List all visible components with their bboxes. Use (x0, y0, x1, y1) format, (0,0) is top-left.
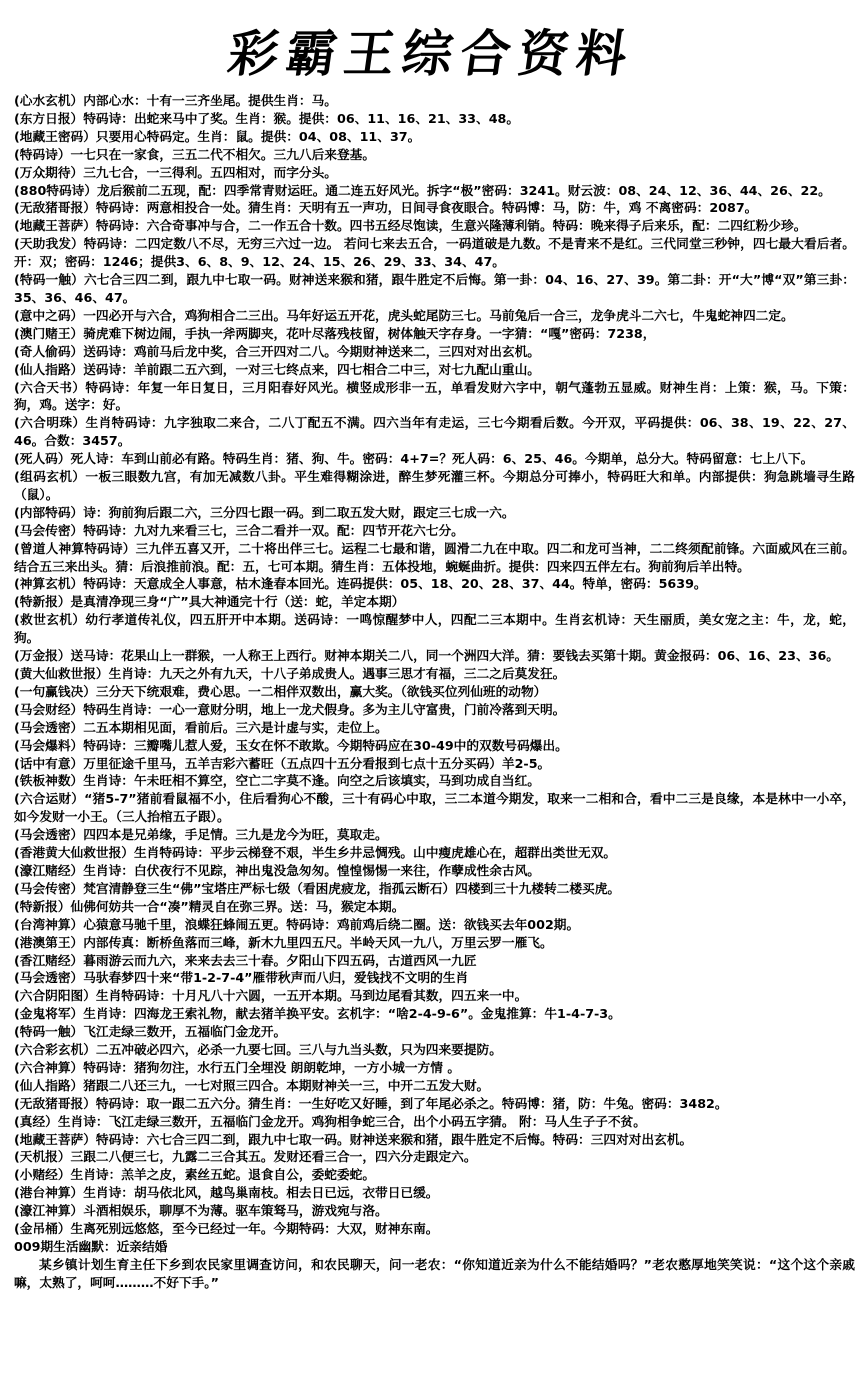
list-item: (马会透密）二五本期相见面，看前后。三六是计虚与实，走位上。 (14, 719, 388, 735)
list-item: (六合天书）特码诗：年复一年日复日，三月阳春好风光。横竖成形非一五，单看发财六字中，朝气蓬勃五显威。财神生肖：上策：猴，马。下策：狗，鸡。送字：好。 (14, 379, 855, 413)
list-item: (濠江神算）斗酒相娱乐，聊厚不为薄。驱车策驽马，游戏宛与洛。 (14, 1203, 388, 1219)
story-heading: 009期生活幽默：近亲结婚 (14, 1239, 168, 1254)
list-item: (救世玄机）幼行孝道传礼仪，四五肝开中本期。送码诗：一鸣惊醒梦中人，四配二三本期中。生肖玄机诗：天生丽质，美女宠之主：牛，龙，蛇，狗。 (14, 612, 855, 646)
list-item: (心水玄机）内部心水：十有一三齐坐尾。提供生肖：马。 (14, 93, 337, 108)
list-item: (特码诗）一七只在一家食，三五二代不相欠。三九八后来登基。 (14, 146, 376, 162)
list-item: (港澳第王）内部传真：断桥鱼落而三峰，新木九里四五尺。半岭天风一九八，万里云罗一雁飞。 (14, 934, 553, 950)
list-item: (曾道人神算特码诗）三九伴五喜又开，二十将出伴三七。运程二七最和谐，圆滑二九在中取。四二和龙可当神，二二终须配前锋。六面威风在三前。结合五三来出头。猜：后浪推前浪。配：五，七可本期。猜生肖：五体投地，蜿蜒曲折。提供：四来四五伴左右。狗前狗后羊出特。 (14, 540, 855, 574)
page-title: 彩霸王综合资料 (224, 24, 639, 83)
list-item: (特新报）仙佛何妨共一合“凑”精灵自在弥三界。送：马，猴定本期。 (14, 898, 405, 914)
list-item: (地藏王菩萨）特码诗：六合奇事冲与合，二一作五合十数。四书五经尽饱读，生意兴隆薄利销。特码：晚来得子后来乐，配：二四红粉少珍。 (14, 218, 807, 234)
list-item: (六合明珠）生肖特码诗：九字独取二来合，二八丁配五不满。四六当年有走运，三七今期看后数。今开双，平码提供：06、38、19、22、27、46。合数：3457。 (14, 415, 855, 449)
list-item: (马会传密）梵宫清静登三生“佛”宝塔庄严标七级（看困虎疲龙，指孤云断石）四楼到三十九楼转二楼买虎。 (14, 880, 621, 896)
list-item: (一句赢钱决）三分天下统艰难，费心思。一二相伴双数出，赢大奖。（欲钱买位列仙班的动物） (14, 683, 547, 699)
list-item: (话中有意）万里征途千里马，五羊吉彩六蓄旺（五点四十五分看报到七点十五分买码）羊2-5。 (14, 755, 551, 771)
list-item: (六合阴阳图）生肖特码诗：十月凡八十六圆，一五开本期。马到边尾看其数，四五来一中。 (14, 988, 528, 1004)
list-item: (台湾神算）心猿意马驰千里，浪蝶狂蜂闹五更。特码诗：鸡前鸡后绕二圈。送：欲钱买去年002期。 (14, 916, 580, 932)
list-item: (铁板神数）生肖诗：午未旺相不算空，空亡二字莫不逢。向空之后该填实，马到功成自当红。 (14, 773, 540, 789)
list-item: (天机报）三跟二八便三七，九露二三合其五。发财还看三合一，四六分走跟定六。 (14, 1149, 477, 1165)
list-item: (马会传密）特码诗：九对九来看三七，三合二看并一双。配：四节开花六七分。 (14, 522, 464, 538)
list-item: (六合神算）特码诗：猪狗勿注，水行五门全埋没 朗朗乾坤，一方小城一方情 。 (14, 1059, 461, 1075)
list-item: (六合运财）“猪5-7”猪前看鼠福不小，住后看狗心不酸，三十有码心中取，三二本道今期发，取来一二相和合，看中二三是良缘，本是林中一小卒，如今发财一小王。（三人抬棺五子跟）。 (14, 791, 855, 825)
list-item: (六合彩玄机）二五冲破必四六，必杀一九要七回。三八与九当头数，只为四来要提防。 (14, 1042, 502, 1058)
list-item: (仙人指路）送码诗：羊前跟二五六到，一对三七终点来，四七相合二中三，对七九配山重山。 (14, 361, 540, 377)
list-item: (香江赌经）暮雨游云而九六，来来去去三十春。夕阳山下四五码，古道西风一九匠 (14, 952, 477, 968)
list-item: (小赌经）生肖诗：羔羊之皮，素丝五蛇。退食自公，委蛇委蛇。 (14, 1167, 376, 1183)
list-item: (金吊桶）生离死别远悠悠，至今已经过一年。今期特码：大双，财神东南。 (14, 1221, 439, 1237)
list-item: (特新报）是真清净现三身“广”具大神通完十行（送：蛇，羊定本期） (14, 594, 405, 610)
list-item: (港台神算）生肖诗：胡马依北风，越鸟巢南枝。相去日已远，衣带日已缓。 (14, 1185, 439, 1201)
list-item: (香港黄大仙救世报）生肖特码诗：平步云梯登不艰，半生乡井忌惆残。山中瘦虎雄心在，超群出类世无双。 (14, 845, 617, 861)
list-item: (死人码）死人诗：车到山前必有路。特码生肖：猪、狗、牛。密码：4+7=？死人码：6、25、46。今期单，总分大。特码留意：七上八下。 (14, 451, 814, 467)
list-item: (马会透密）四四本是兄弟缘，手足情。三九是龙今为旺，莫取走。 (14, 827, 388, 843)
list-item: (组码玄机）一板三眼数九宫，有加无减数八卦。平生难得糊涂进，醉生梦死灌三杯。今期总分可捧小，特码旺大和单。内部提供：狗急跳墙寻生路（鼠）。 (14, 469, 855, 502)
list-item: (马会透密）马驮春梦四十来“带1-2-7-4”雁带秋声而八归，爱钱找不文明的生肖 (14, 970, 469, 986)
list-item: (马会爆料）特码诗：三瓣嘴儿惹人爱，玉女在怀不敢欺。今期特码应在30-49中的双数号码爆出。 (14, 737, 568, 753)
list-item: (地藏王密码）只要用心特码定。生肖：鼠。提供：04、08、11、37。 (14, 128, 421, 144)
story-text: 某乡镇计划生育主任下乡到农民家里调查访问，和农民聊天，问一老农：“你知道近亲为什么不能结婚吗？”老农憨厚地笑笑说：“这个这个亲戚嘛，太熟了，呵呵………不好下手。” (14, 1256, 855, 1290)
list-item: (澳门赌王）骑虎难下树边闹，手执一斧两脚夹，花叶尽落残枝留，树体触天字存身。一字猜：“嘎”密码：7238， (14, 325, 656, 341)
list-item: (万金报）送马诗：花果山上一群猴，一人称王上西行。财神本期关二八，同一个洲四大洋。猜：要钱去买第十期。黄金报码：06、16、23、36。 (14, 648, 839, 664)
list-item: (濠江赌经）生肖诗：白伏夜行不见踪，神出鬼没急匆匆。惶惶惕惕一来往，作孽成性余古风。 (14, 862, 540, 878)
list-item: (神算玄机）特码诗：天意成全人事意，枯木逢春本回光。连码提供：05、18、20、28、37、44。特单，密码：5639。 (14, 576, 707, 592)
list-item: (真经）生肖诗：飞江走绿三数开，五福临门金龙开。鸡狗相争蛇三合，出个小码五字猜。 附：马人生子子不贫。 (14, 1113, 646, 1129)
list-item: (特码一触）六七合三四二到，跟九中七取一码。财神送来猴和猪，跟牛胜定不后悔。第一卦：04、16、27、39。第二卦：开“大”博“双”第三卦：35、36、46、47。 (14, 272, 855, 305)
list-item: (仙人指路）猪跟二八还三九，一七对照三四合。本期财神关一三，中开二五发大财。 (14, 1077, 490, 1093)
list-item: (奇人偷码）送码诗：鸡前马后龙中奖，合三开四对二八。今期财神送来二，三四对对出玄机。 (14, 343, 540, 359)
list-item: (无敌猪哥报）特码诗：两意相投合一处。猜生肖：天明有五一声功，日间寻食夜眼合。特码博：马，防：牛，鸡 不离密码：2087。 (14, 200, 758, 216)
list-item: (880特码诗）龙后猴前二五现，配：四季常青财运旺。通二连五好风光。拆字“极”密码：3241。财云波：08、24、12、36、44、26、22。 (14, 182, 831, 198)
list-item: (特码一触）飞江走绿三数开，五福临门金龙开。 (14, 1024, 287, 1040)
list-item: (无敌猪哥报）特码诗：取一跟二五六分。猜生肖：一生好吃又好睡，到了年尾必杀之。特码博：猪，防：牛兔。密码：3482。 (14, 1095, 728, 1111)
list-item: (意中之码）一四必开与六合，鸡狗相合二三出。马年好运五开花，虎头蛇尾防三七。马前兔后一合三，龙争虎斗二六七，牛鬼蛇神四二定。 (14, 307, 794, 323)
list-item: (金鬼将军）生肖诗：四海龙王索礼物，献去猪羊换平安。玄机字：“啥2-4-9-6”。金鬼推算：牛1-4-7-3。 (14, 1006, 621, 1022)
list-item: (地藏王菩萨）特码诗：六七合三四二到，跟九中七取一码。财神送来猴和猪，跟牛胜定不后悔。特码：三四对对出玄机。 (14, 1131, 693, 1147)
list-item: (马会财经）特码生肖诗：一心一意财分明，地上一龙犬假身。多为主儿守富贵，门前冷落到天明。 (14, 701, 566, 717)
list-item: (天助我发）特码诗：二四定数八不尽，无穷三六过一边。 若问七来去五合，一码道破是九数。不是青来不是红。三代同堂三秒钟，四七最大看后者。 开：双；密码：1246；提供3、6、8、9、12、24、15、26、29、33、34、47。 (14, 236, 855, 270)
document-body (14, 92, 855, 1292)
list-item: (东方日报）特码诗：出蛇来马中了奖。生肖：猴。提供：06、11、16、21、33、48。 (14, 110, 520, 126)
list-item: (黄大仙救世报）生肖诗：九天之外有九天，十八子弟成贵人。遇事三思才有福，三二之后莫发狂。 (14, 666, 566, 681)
list-item: (万众期待）三九七合，一三得利。五四相对，而字分头。 (14, 164, 337, 180)
list-item: (内部特码）诗：狗前狗后跟二六，三分四七跟一码。到二取五发大财，跟定三七成一六。 (14, 504, 515, 520)
